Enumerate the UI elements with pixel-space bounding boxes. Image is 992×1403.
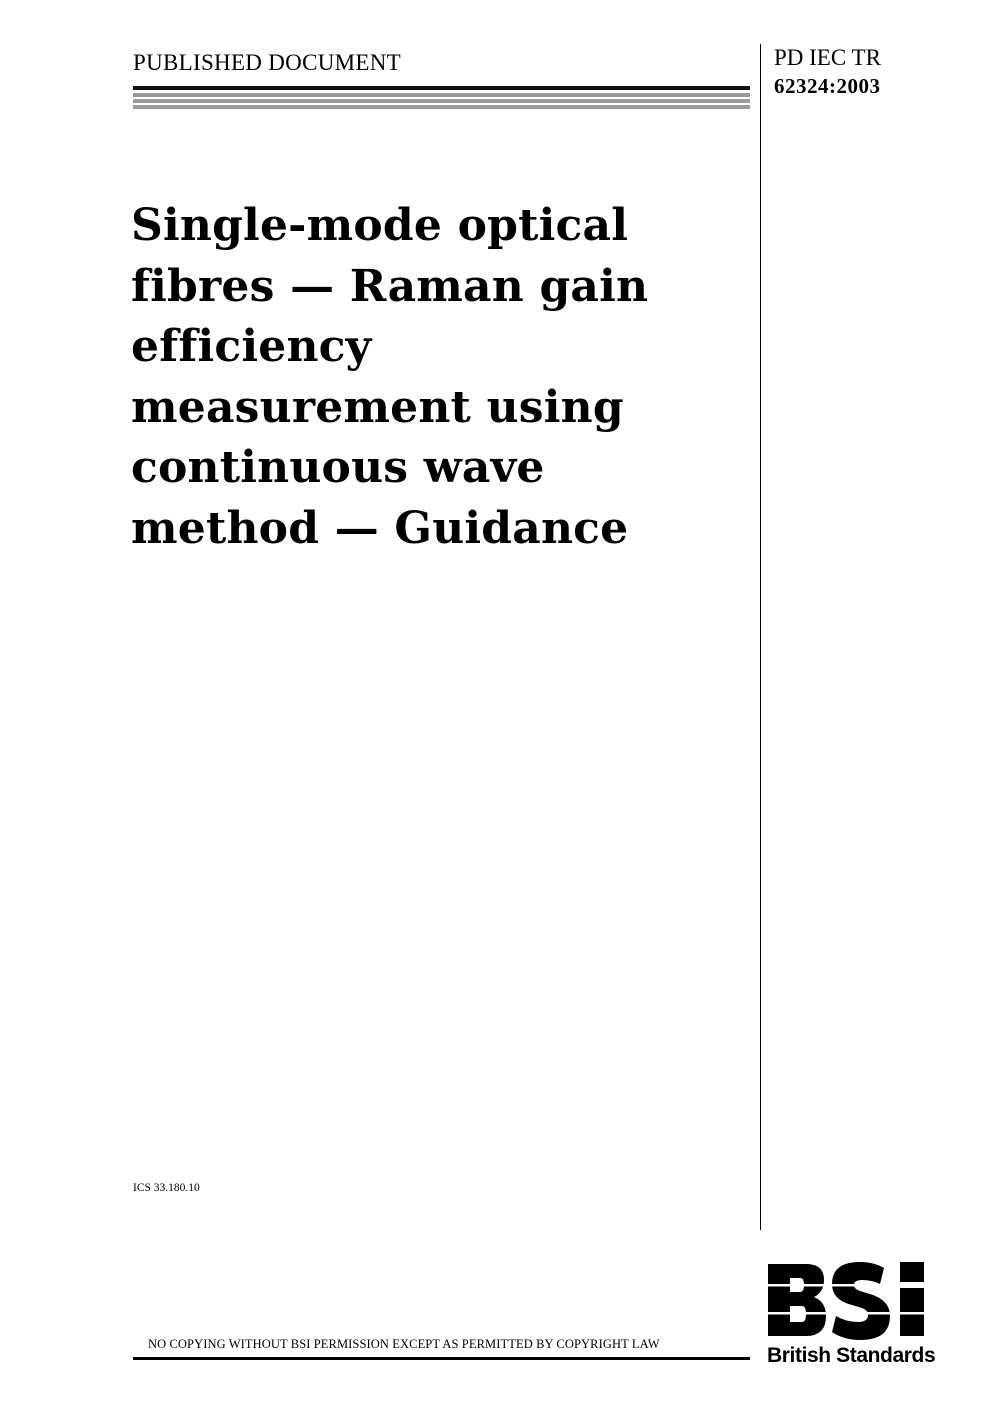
header-rule-grey-2: [133, 99, 750, 103]
published-document-label: PUBLISHED DOCUMENT: [133, 50, 401, 75]
copyright-notice: NO COPYING WITHOUT BSI PERMISSION EXCEPT AS PERMITTED BY COPYRIGHT LAW: [148, 1337, 660, 1351]
title-line: continuous wave: [131, 442, 545, 493]
header-rule-dark: [133, 86, 750, 90]
document-code-line1: PD IEC TR: [774, 45, 881, 70]
footer-rule: [133, 1357, 750, 1360]
ics-code: ICS 33.180.10: [133, 1182, 200, 1194]
title-line: measurement using: [131, 381, 624, 433]
document-code: [774, 44, 881, 100]
title-line: efficiency: [131, 321, 372, 372]
document-title: [131, 196, 751, 559]
document-code-line2: 62324:2003: [774, 74, 881, 98]
title-line: fibres — Raman gain: [131, 260, 649, 312]
header-rule-grey-3: [133, 105, 750, 109]
title-line: method — Guidance: [131, 502, 629, 554]
vertical-divider: [760, 44, 761, 1230]
bsi-logo-caption: British Standards: [767, 1344, 936, 1367]
title-line: Single-mode optical: [131, 200, 629, 251]
bsi-logo-icon: [766, 1260, 946, 1342]
header-rule-grey-1: [133, 93, 750, 97]
